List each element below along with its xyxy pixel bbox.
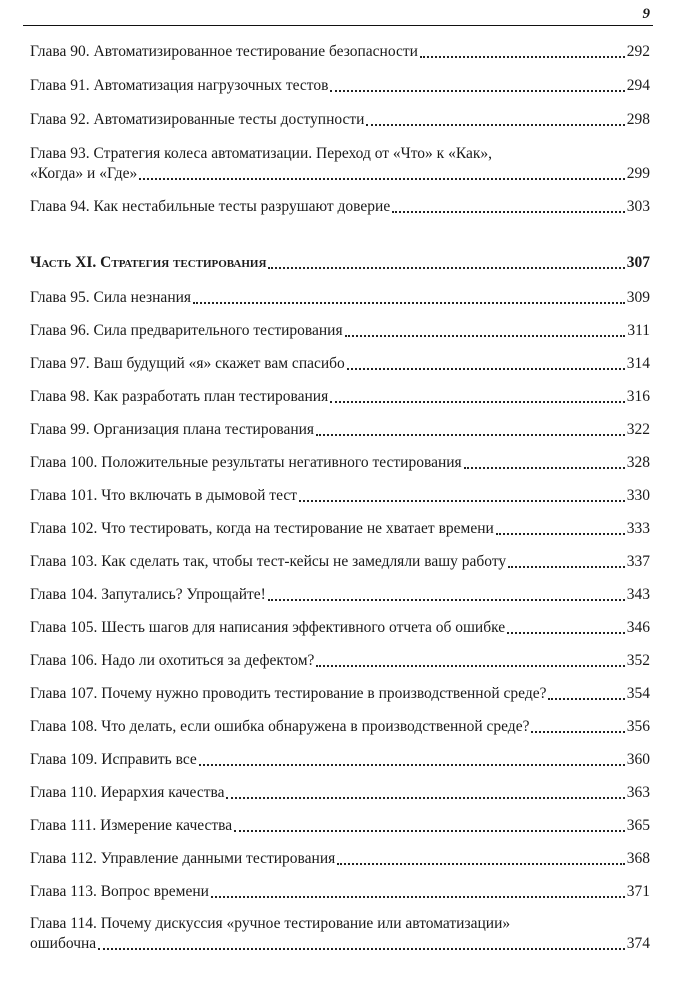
toc-entry-page: 365 xyxy=(626,817,650,834)
toc-entry xyxy=(30,552,650,572)
toc-entry xyxy=(30,76,650,96)
toc-entry-page: 299 xyxy=(626,165,650,182)
toc-entry-page: 343 xyxy=(626,586,650,603)
toc-entry-title: Глава 94. Как нестабильные тесты разрушают доверие xyxy=(30,198,391,215)
dot-leader xyxy=(316,665,624,667)
toc-entry-title: Глава 112. Управление данными тестирования xyxy=(30,850,336,867)
toc-entry xyxy=(30,197,650,217)
toc-entry-page: 328 xyxy=(626,454,650,471)
dot-leader xyxy=(226,797,624,799)
toc-entry-page: 352 xyxy=(626,652,650,669)
dot-leader xyxy=(420,56,625,58)
toc-entry-title: Глава 104. Запутались? Упрощайте! xyxy=(30,586,266,603)
toc-entry-title: Глава 103. Как сделать так, чтобы тест-кейсы не замедляли вашу работу xyxy=(30,553,507,570)
toc-entry xyxy=(30,816,650,836)
toc-entry-title: «Когда» и «Где» xyxy=(30,165,138,182)
toc-entry xyxy=(30,651,650,671)
dot-leader xyxy=(366,124,624,126)
page-number: 9 xyxy=(642,6,650,22)
dot-leader xyxy=(299,500,625,502)
toc-entry-title: Глава 97. Ваш будущий «я» скажет вам спасибо xyxy=(30,355,345,372)
toc-entry xyxy=(30,110,650,130)
toc-entry-page: 307 xyxy=(626,254,650,271)
toc-entry-title: Глава 90. Автоматизированное тестирование безопасности xyxy=(30,43,418,60)
toc-entry-page: 316 xyxy=(626,388,650,405)
toc-entry-title: Глава 106. Надо ли охотиться за дефектом? xyxy=(30,652,315,669)
toc-entry xyxy=(30,783,650,803)
toc-entry xyxy=(30,42,650,62)
dot-leader xyxy=(345,335,626,337)
toc-entry xyxy=(30,750,650,770)
dot-leader xyxy=(531,731,624,733)
dot-leader xyxy=(98,948,625,950)
toc-entry-title: Глава 91. Автоматизация нагрузочных тестов xyxy=(30,77,329,94)
toc-entry xyxy=(30,453,650,473)
dot-leader xyxy=(507,632,625,634)
toc-entry xyxy=(30,849,650,869)
toc-entry-page: 354 xyxy=(626,685,650,702)
dot-leader xyxy=(330,90,624,92)
toc-entry-page: 356 xyxy=(626,718,650,735)
toc-entry-title: Глава 95. Сила незнания xyxy=(30,289,192,306)
toc-entry xyxy=(30,882,650,902)
dot-leader xyxy=(496,533,625,535)
toc-entry xyxy=(30,387,650,407)
toc-entry-page: 346 xyxy=(626,619,650,636)
toc-entry xyxy=(30,486,650,506)
toc-part-heading xyxy=(30,253,650,273)
toc-entry-page: 309 xyxy=(626,289,650,306)
dot-leader xyxy=(211,896,625,898)
toc-entry xyxy=(30,914,650,954)
toc-entry-title: Глава 99. Организация плана тестирования xyxy=(30,421,315,438)
toc-entry xyxy=(30,618,650,638)
toc-entry-page: 314 xyxy=(626,355,650,372)
toc-entry-page: 298 xyxy=(626,111,650,128)
dot-leader xyxy=(347,368,625,370)
toc-entry-page: 294 xyxy=(626,77,650,94)
dot-leader xyxy=(268,599,625,601)
toc-entry-title: Глава 108. Что делать, если ошибка обнаружена в производственной среде? xyxy=(30,718,530,735)
toc-entry-title: Глава 111. Измерение качества xyxy=(30,817,233,834)
toc-entry xyxy=(30,321,650,341)
toc-entry-title-line1: Глава 93. Стратегия колеса автоматизации. Переход от «Что» к «Как», xyxy=(30,145,493,162)
dot-leader xyxy=(548,698,624,700)
toc-entry-title: Глава 92. Автоматизированные тесты доступности xyxy=(30,111,365,128)
toc-entry-page: 330 xyxy=(626,487,650,504)
dot-leader xyxy=(464,467,625,469)
toc-entry-page: 333 xyxy=(626,520,650,537)
dot-leader xyxy=(268,267,624,269)
toc-entry xyxy=(30,585,650,605)
dot-leader xyxy=(316,434,625,436)
dot-leader xyxy=(330,401,625,403)
toc-entry-title: Глава 98. Как разработать план тестирования xyxy=(30,388,329,405)
toc-entry-page: 322 xyxy=(626,421,650,438)
toc-entry-title: Глава 96. Сила предварительного тестирования xyxy=(30,322,343,339)
toc-entry xyxy=(30,717,650,737)
toc-part-title: Часть XI. Стратегия тестирования xyxy=(30,254,267,271)
toc-entry-title: Глава 107. Почему нужно проводить тестирование в производственной среде? xyxy=(30,685,547,702)
toc-entry xyxy=(30,354,650,374)
toc-entry-title: Глава 105. Шесть шагов для написания эффективного отчета об ошибке xyxy=(30,619,506,636)
toc-entry-page: 368 xyxy=(626,850,650,867)
toc-entry-page: 371 xyxy=(626,883,650,900)
toc-entry-title: Глава 102. Что тестировать, когда на тестирование не хватает времени xyxy=(30,520,494,537)
dot-leader xyxy=(193,302,625,304)
toc-entry-page: 311 xyxy=(627,322,650,339)
dot-leader xyxy=(508,566,625,568)
dot-leader xyxy=(139,178,624,180)
toc-entry xyxy=(30,420,650,440)
dot-leader xyxy=(199,764,625,766)
dot-leader xyxy=(337,863,624,865)
toc-entry xyxy=(30,288,650,308)
dot-leader xyxy=(392,211,625,213)
toc-entry-page: 337 xyxy=(626,553,650,570)
toc-entry-page: 374 xyxy=(626,935,650,952)
toc-entry-page: 303 xyxy=(626,198,650,215)
toc-entry xyxy=(30,684,650,704)
dot-leader xyxy=(234,830,625,832)
toc-entry-title: Глава 100. Положительные результаты негативного тестирования xyxy=(30,454,462,471)
toc-entry-title: Глава 113. Вопрос времени xyxy=(30,883,209,900)
toc-entry-title: Глава 109. Исправить все xyxy=(30,751,197,768)
toc-entry-title-line1: Глава 114. Почему дискуссия «ручное тестирование или автоматизации» xyxy=(30,915,511,932)
toc-entry-title: Глава 101. Что включать в дымовой тест xyxy=(30,487,297,504)
toc-entry xyxy=(30,144,650,184)
toc-entry-page: 292 xyxy=(626,43,650,60)
toc-entry-title: ошибочна xyxy=(30,935,97,952)
toc-entry xyxy=(30,519,650,539)
header-rule xyxy=(23,25,653,26)
toc-entry-page: 363 xyxy=(626,784,650,801)
toc-entry-title: Глава 110. Иерархия качества xyxy=(30,784,225,801)
toc-entry-page: 360 xyxy=(626,751,650,768)
